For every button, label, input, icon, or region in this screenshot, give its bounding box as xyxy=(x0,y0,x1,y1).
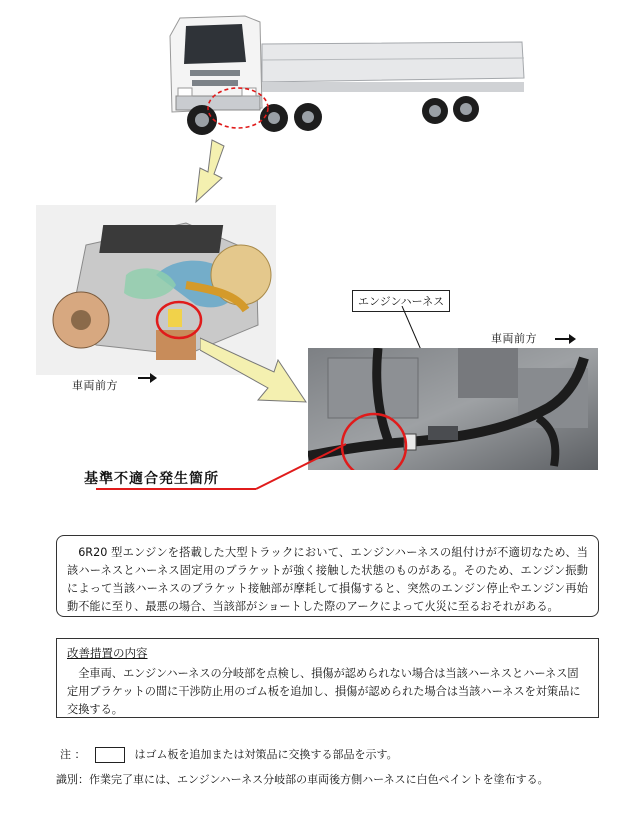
vehicle-front-label-right: 車両前方 xyxy=(491,332,537,345)
note-line xyxy=(60,746,398,763)
identification-note: 識別：作業完了車には、エンジンハーネス分岐部の車両後方側ハーネスに白色ペイントを塗布する。 xyxy=(56,773,549,786)
truck-illustration xyxy=(150,8,530,148)
legend-square-icon xyxy=(95,747,125,763)
engine-harness-callout: エンジンハーネス xyxy=(352,290,450,312)
front-direction-arrow-icon xyxy=(553,333,577,345)
down-arrow-icon xyxy=(190,138,240,208)
note-text: はゴム板を追加または対策品に交換する部品を示す。 xyxy=(134,748,398,761)
remedy-text: 全車両、エンジンハーネスの分岐部を点検し、損傷が認められない場合は当該ハーネスとハーネス固定用ブラケットの間に干渉防止用のゴム板を追加し、損傷が認められた場合は当該ハーネスを対策品に交換する。 xyxy=(67,667,581,716)
defect-description-box xyxy=(56,535,599,617)
defect-description-text: 6R20 型エンジンを搭載した大型トラックにおいて、エンジンハーネスの組付けが不適切なため、当該ハーネスとハーネス固定用のブラケットが強く接触した状態のものがある。そのため、エンジン振動によって当該ハーネスのブラケット接触部が摩耗して損傷すると、突然のエンジン停止やエンジン再始動不能に至り、最悪の場合、当該部がショートした際のアークによって火災に至るおそれがある。 xyxy=(67,546,588,613)
vehicle-front-label-left: 車両前方 xyxy=(72,379,118,392)
front-direction-arrow-icon xyxy=(136,372,158,384)
defect-location-label: 基準不適合発生箇所 xyxy=(84,471,219,487)
zoom-arrow-icon xyxy=(200,330,310,410)
note-prefix: 注 ： xyxy=(60,748,86,761)
remedy-title: 改善措置の内容 xyxy=(67,646,148,660)
remedy-box xyxy=(56,638,599,718)
